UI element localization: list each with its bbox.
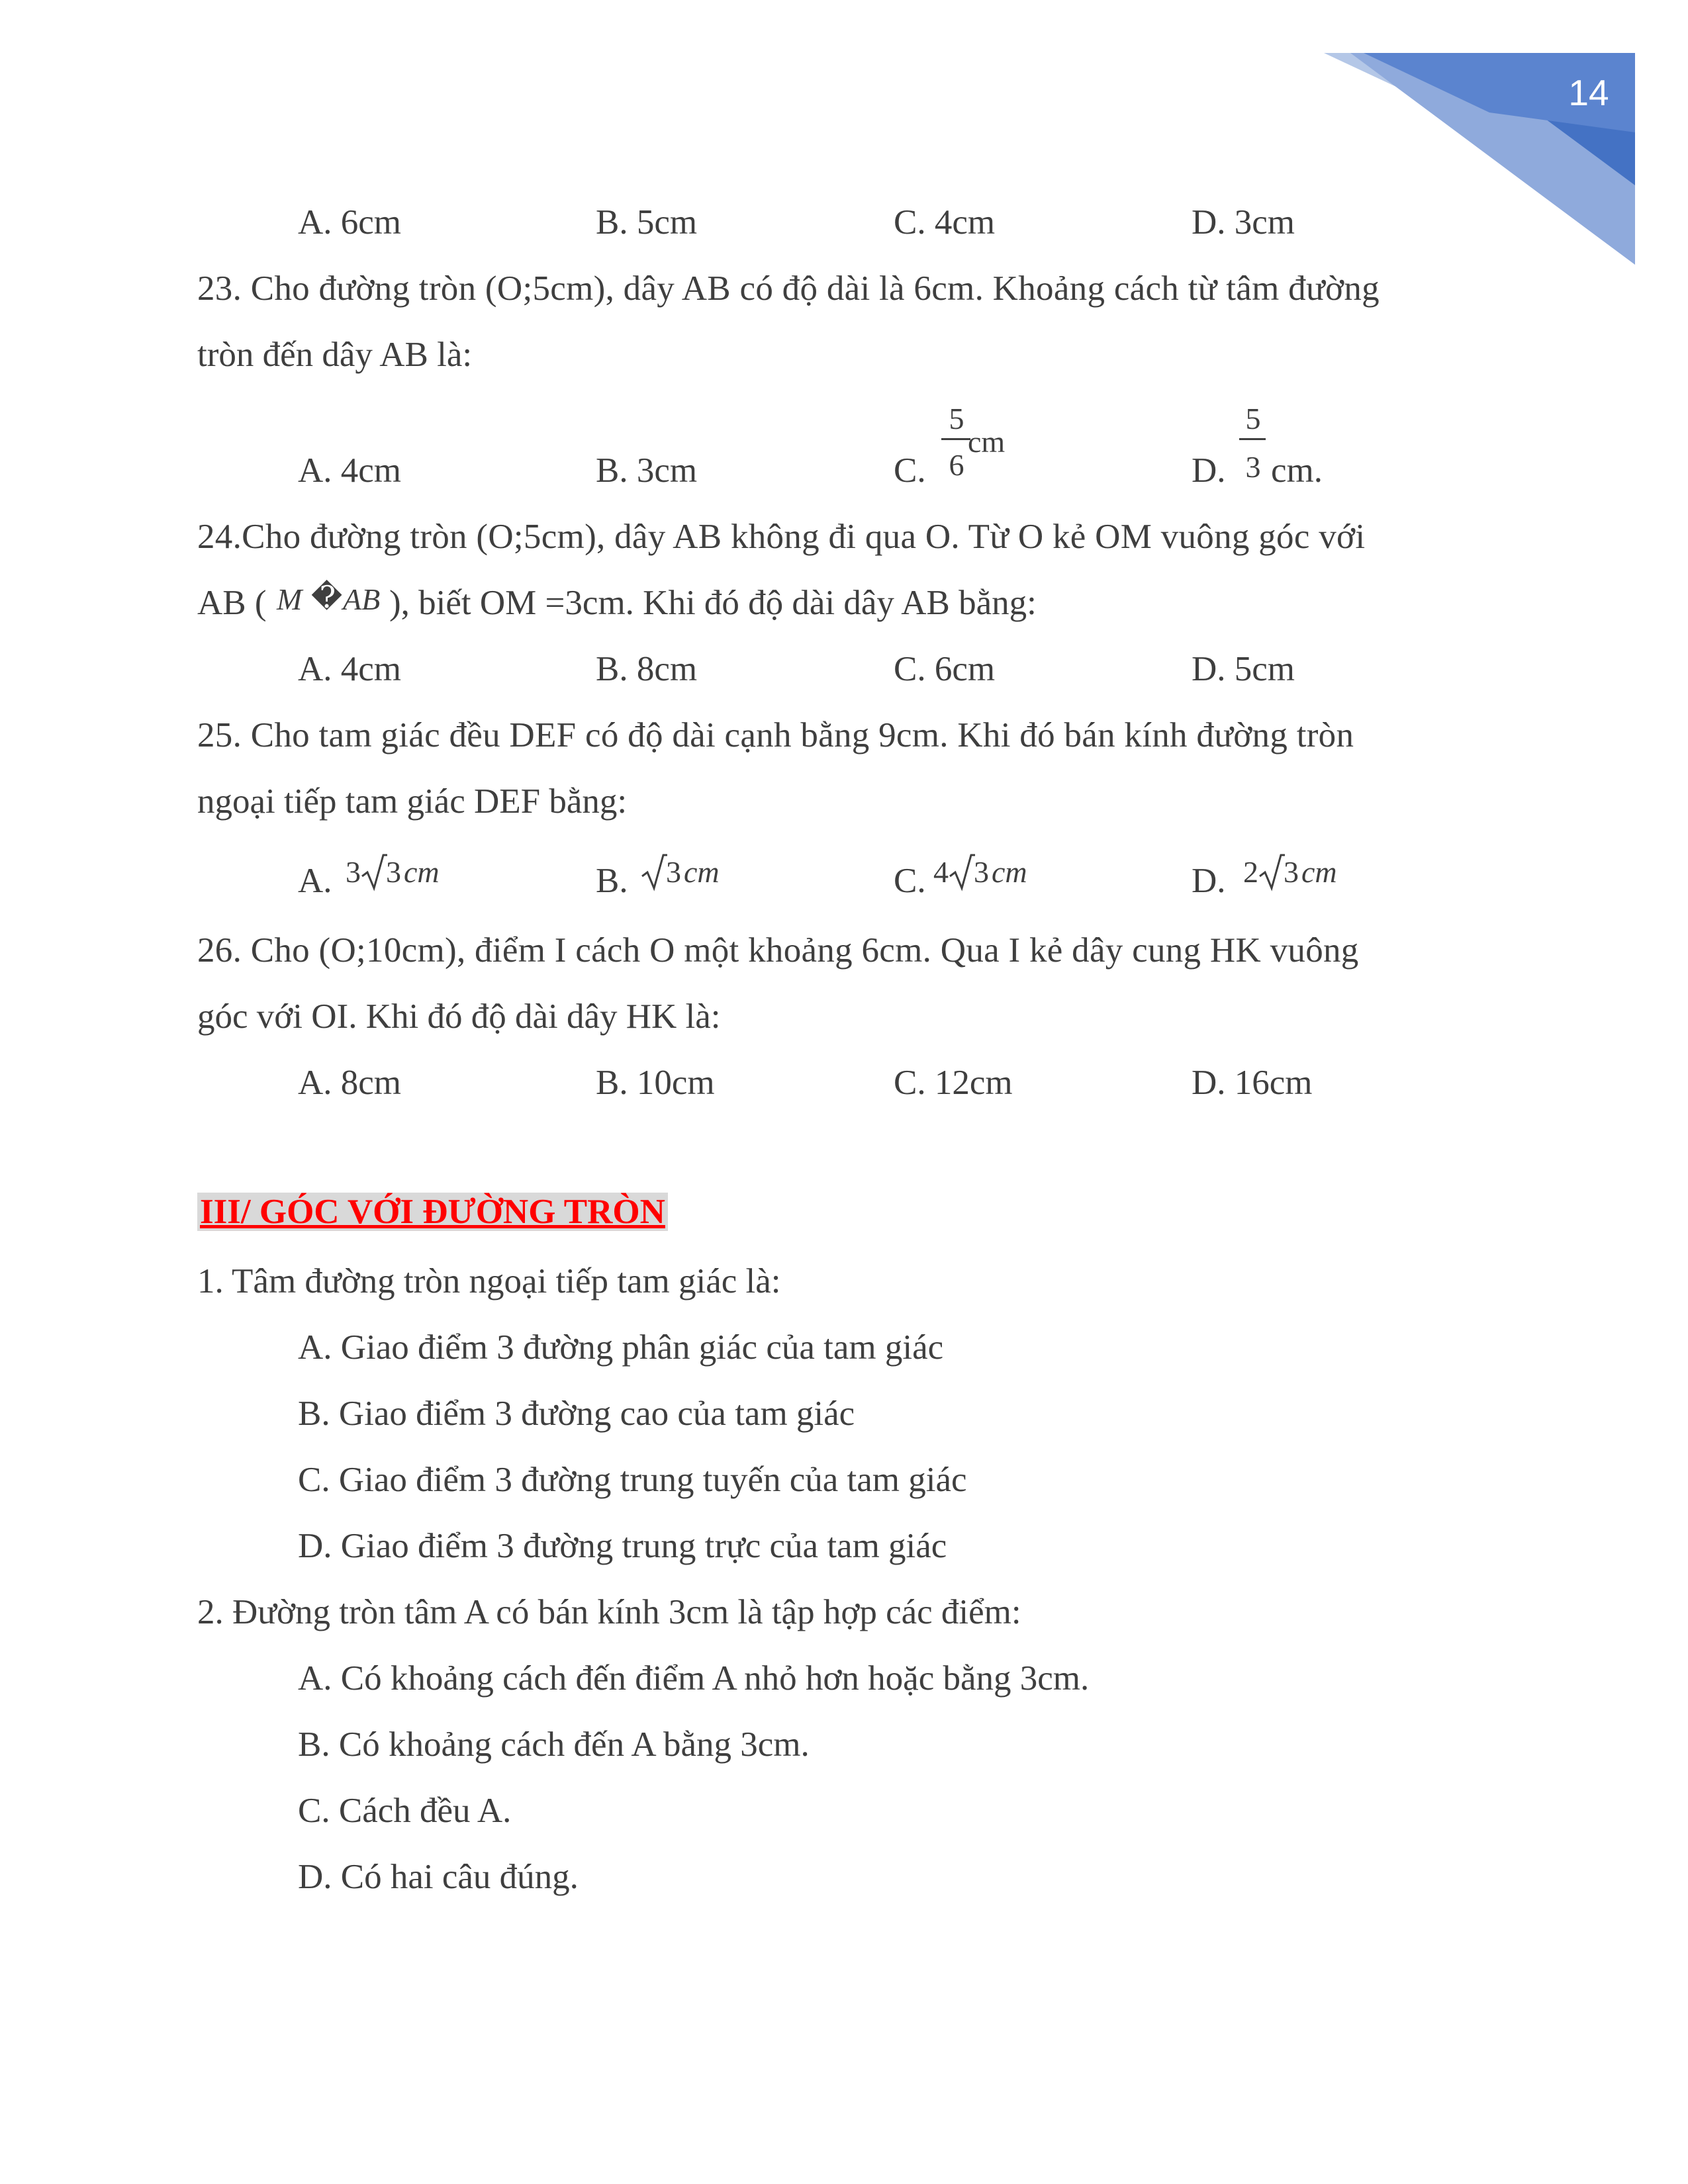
s3-q1-option-a: A. Giao điểm 3 đường phân giác của tam giác [298,1328,944,1367]
s3-q2-option-c: C. Cách đều A. [298,1792,512,1830]
q24-text-line1: 24.Cho đường tròn (O;5cm), dây AB không đi qua O. Từ O kẻ OM vuông góc với [197,518,1366,556]
q26-text-line2: góc với OI. Khi đó độ dài dây HK là: [197,997,721,1036]
q24-option-d: D. 5cm [1192,650,1295,688]
q25-text-line1: 25. Cho tam giác đều DEF có độ dài cạnh bằng 9cm. Khi đó bán kính đường tròn [197,716,1354,754]
s3-q1-option-b: B. Giao điểm 3 đường cao của tam giác [298,1394,855,1433]
section-heading-text: III/ GÓC VỚI ĐƯỜNG TRÒN [197,1193,668,1231]
q23-option-d-denominator: 3 [1245,450,1261,484]
q25-option-a-coefficient: 3 [346,855,361,889]
q25-option-d-unit: cm [1301,855,1337,889]
q25-option-b-unit: cm [684,855,720,889]
q24-option-a: A. 4cm [298,650,402,688]
q26-text-line1: 26. Cho (O;10cm), điểm I cách O một khoảng 6cm. Qua I kẻ dây cung HK vuông [197,931,1359,970]
s3-q1-option-d: D. Giao điểm 3 đường trung trực của tam giác [298,1527,947,1565]
q25-option-c-prefix: C. [894,862,926,900]
q26-option-a: A. 8cm [298,1064,402,1102]
q25-option-d-radicand: 3 [1284,855,1299,889]
q23-option-c-prefix: C. [894,451,926,490]
q25-option-c-coefficient: 4 [933,855,949,889]
q23-option-d-numerator: 5 [1245,402,1261,435]
q24-math-m: M [277,582,303,616]
q25-option-a-radicand: 3 [386,855,401,889]
s3-q2-option-b: B. Có khoảng cách đến A bằng 3cm. [298,1725,810,1764]
q24-option-b: B. 8cm [596,650,698,688]
q23-option-b: B. 3cm [596,451,698,490]
s3-q1-option-c: C. Giao điểm 3 đường trung tuyến của tam giác [298,1461,967,1499]
q25-option-a-unit: cm [404,855,440,889]
q23-option-c-fraction-bar [941,438,970,440]
page-number: 14 [1568,72,1609,113]
q25-option-b-radicand: 3 [666,855,681,889]
q25-option-d-prefix: D. [1192,862,1226,900]
q24-math-symbol: � [311,580,343,614]
q25-option-c-radicand: 3 [974,855,989,889]
q24-text-line2-suffix: ), biết OM =3cm. Khi đó độ dài dây AB bằng: [389,584,1037,622]
section-heading [197,1195,668,1230]
q25-option-d-radical-icon [1258,852,1285,892]
q23-option-d-fraction-bar [1239,438,1266,440]
q23-option-a: A. 4cm [298,451,402,490]
q25-option-a-prefix: A. [298,862,332,900]
q22-option-d: D. 3cm [1192,203,1295,242]
q25-option-b-prefix: B. [596,862,628,900]
q25-option-c-unit: cm [992,855,1027,889]
q24-math-ab: AB [343,582,381,616]
q23-option-c-numerator: 5 [949,402,964,435]
q23-text-line2: tròn đến dây AB là: [197,336,473,374]
page-corner-decoration [0,0,1688,278]
q25-text-line2: ngoại tiếp tam giác DEF bằng: [197,782,628,821]
s3-q1-question: 1. Tâm đường tròn ngoại tiếp tam giác là: [197,1262,781,1300]
q23-text-line1: 23. Cho đường tròn (O;5cm), dây AB có độ dài là 6cm. Khoảng cách từ tâm đường [197,269,1380,308]
q25-option-d-coefficient: 2 [1243,855,1258,889]
q26-option-b: B. 10cm [596,1064,715,1102]
q23-option-d-prefix: D. [1192,451,1226,490]
s3-q2-option-a: A. Có khoảng cách đến điểm A nhỏ hơn hoặc bằng 3cm. [298,1659,1090,1698]
q24-option-c: C. 6cm [894,650,996,688]
q22-option-c: C. 4cm [894,203,996,242]
q23-option-d-unit: cm. [1271,451,1323,490]
q22-option-a: A. 6cm [298,203,402,242]
q26-option-d: D. 16cm [1192,1064,1313,1102]
q25-option-b-radical-icon [641,852,667,892]
s3-q2-option-d: D. Có hai câu đúng. [298,1858,579,1896]
q22-option-b: B. 5cm [596,203,698,242]
q23-option-c-denominator: 6 [949,448,964,482]
q26-option-c: C. 12cm [894,1064,1013,1102]
q23-option-c-unit: cm [968,425,1006,459]
s3-q2-question: 2. Đường tròn tâm A có bán kính 3cm là tập hợp các điểm: [197,1593,1021,1631]
q25-option-c-radical-icon [949,852,975,892]
q24-text-line2-prefix: AB ( [197,584,267,622]
q25-option-a-radical-icon [361,852,387,892]
